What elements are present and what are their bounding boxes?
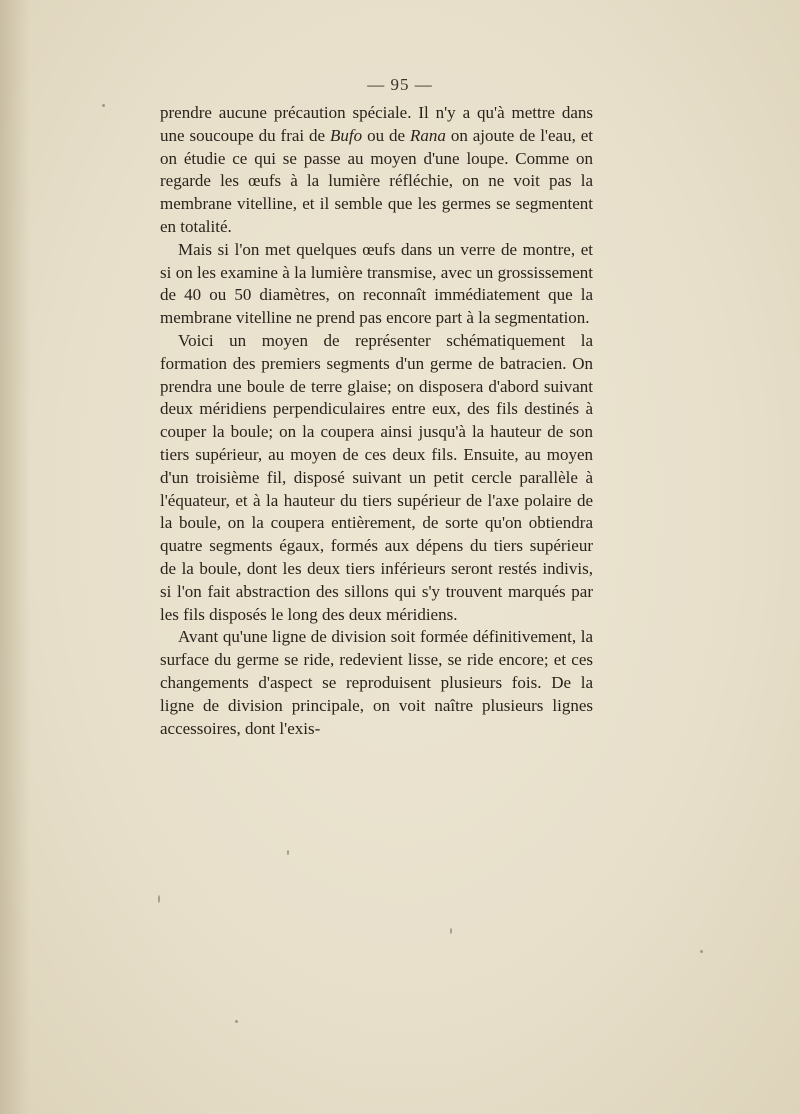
text-run: Voici un moyen de représenter schématiquement la formation des premiers segments d'un germe de batracien. On prendra une boule de terre glaise; on disposera d'abord suivant deux méridiens perpendiculaires entre eux, des fils destinés à couper la boule; on la coupera ainsi jusqu'à la hauteur de son tiers supérieur, au moyen de ces deux fils. Ensuite, au moyen d'un troisième fil, disposé suivant un petit cercle parallèle à l'équateur, et à la hauteur du tiers supérieur de l'axe polaire de la boule, on la coupera entièrement, de sorte qu'on obtiendra quatre segments égaux, formés aux dépens du tiers supérieur de la boule, dont les deux tiers inférieurs seront restés indivis, si l'on fait abstraction des sillons qui s'y trouvent marqués par les fils disposés le long des deux méridiens. [160,330,593,624]
paper-speck [235,1020,238,1023]
paper-speck [287,850,289,855]
paper-speck [450,928,452,934]
body-text [160,102,593,740]
page-number: — 95 — [367,75,433,94]
spine-shadow [0,0,30,1114]
paragraph [160,626,593,740]
text-run: Avant qu'une ligne de division soit formée définitivement, la surface du germe se ride, redevient lisse, se ride encore; et ces changements d'aspect se reproduisent plusieurs fois. De la ligne de division principale, on voit naître plusieurs lignes accessoires, dont l'exis- [160,627,593,738]
text-run: ou de [362,125,410,145]
paper-speck [158,895,160,903]
paper-speck [102,104,105,107]
paper-speck [700,950,703,953]
text-run: Mais si l'on met quelques œufs dans un verre de montre, et si on les examine à la lumière transmise, avec un grossissement de 40 ou 50 diamètres, on reconnaît immédiatement que la membrane vitelline ne prend pas encore part à la segmentation. [160,239,593,328]
italic-term: Bufo [330,125,363,145]
paragraph [160,102,593,239]
paragraph [160,239,593,330]
text-run: prendre aucune précaution spéciale. Il n'y a qu'à mettre dans une soucoupe du frai de [160,103,593,145]
paragraph [160,330,593,626]
text-run: on ajoute de l'eau, et on étudie ce qui se passe au moyen d'une loupe. Comme on regarde les œufs à la lumière réfléchie, on ne voit pas la membrane vitelline, et il semble que les germes se segmentent en totalité. [160,125,594,236]
italic-term: Rana [410,125,446,145]
